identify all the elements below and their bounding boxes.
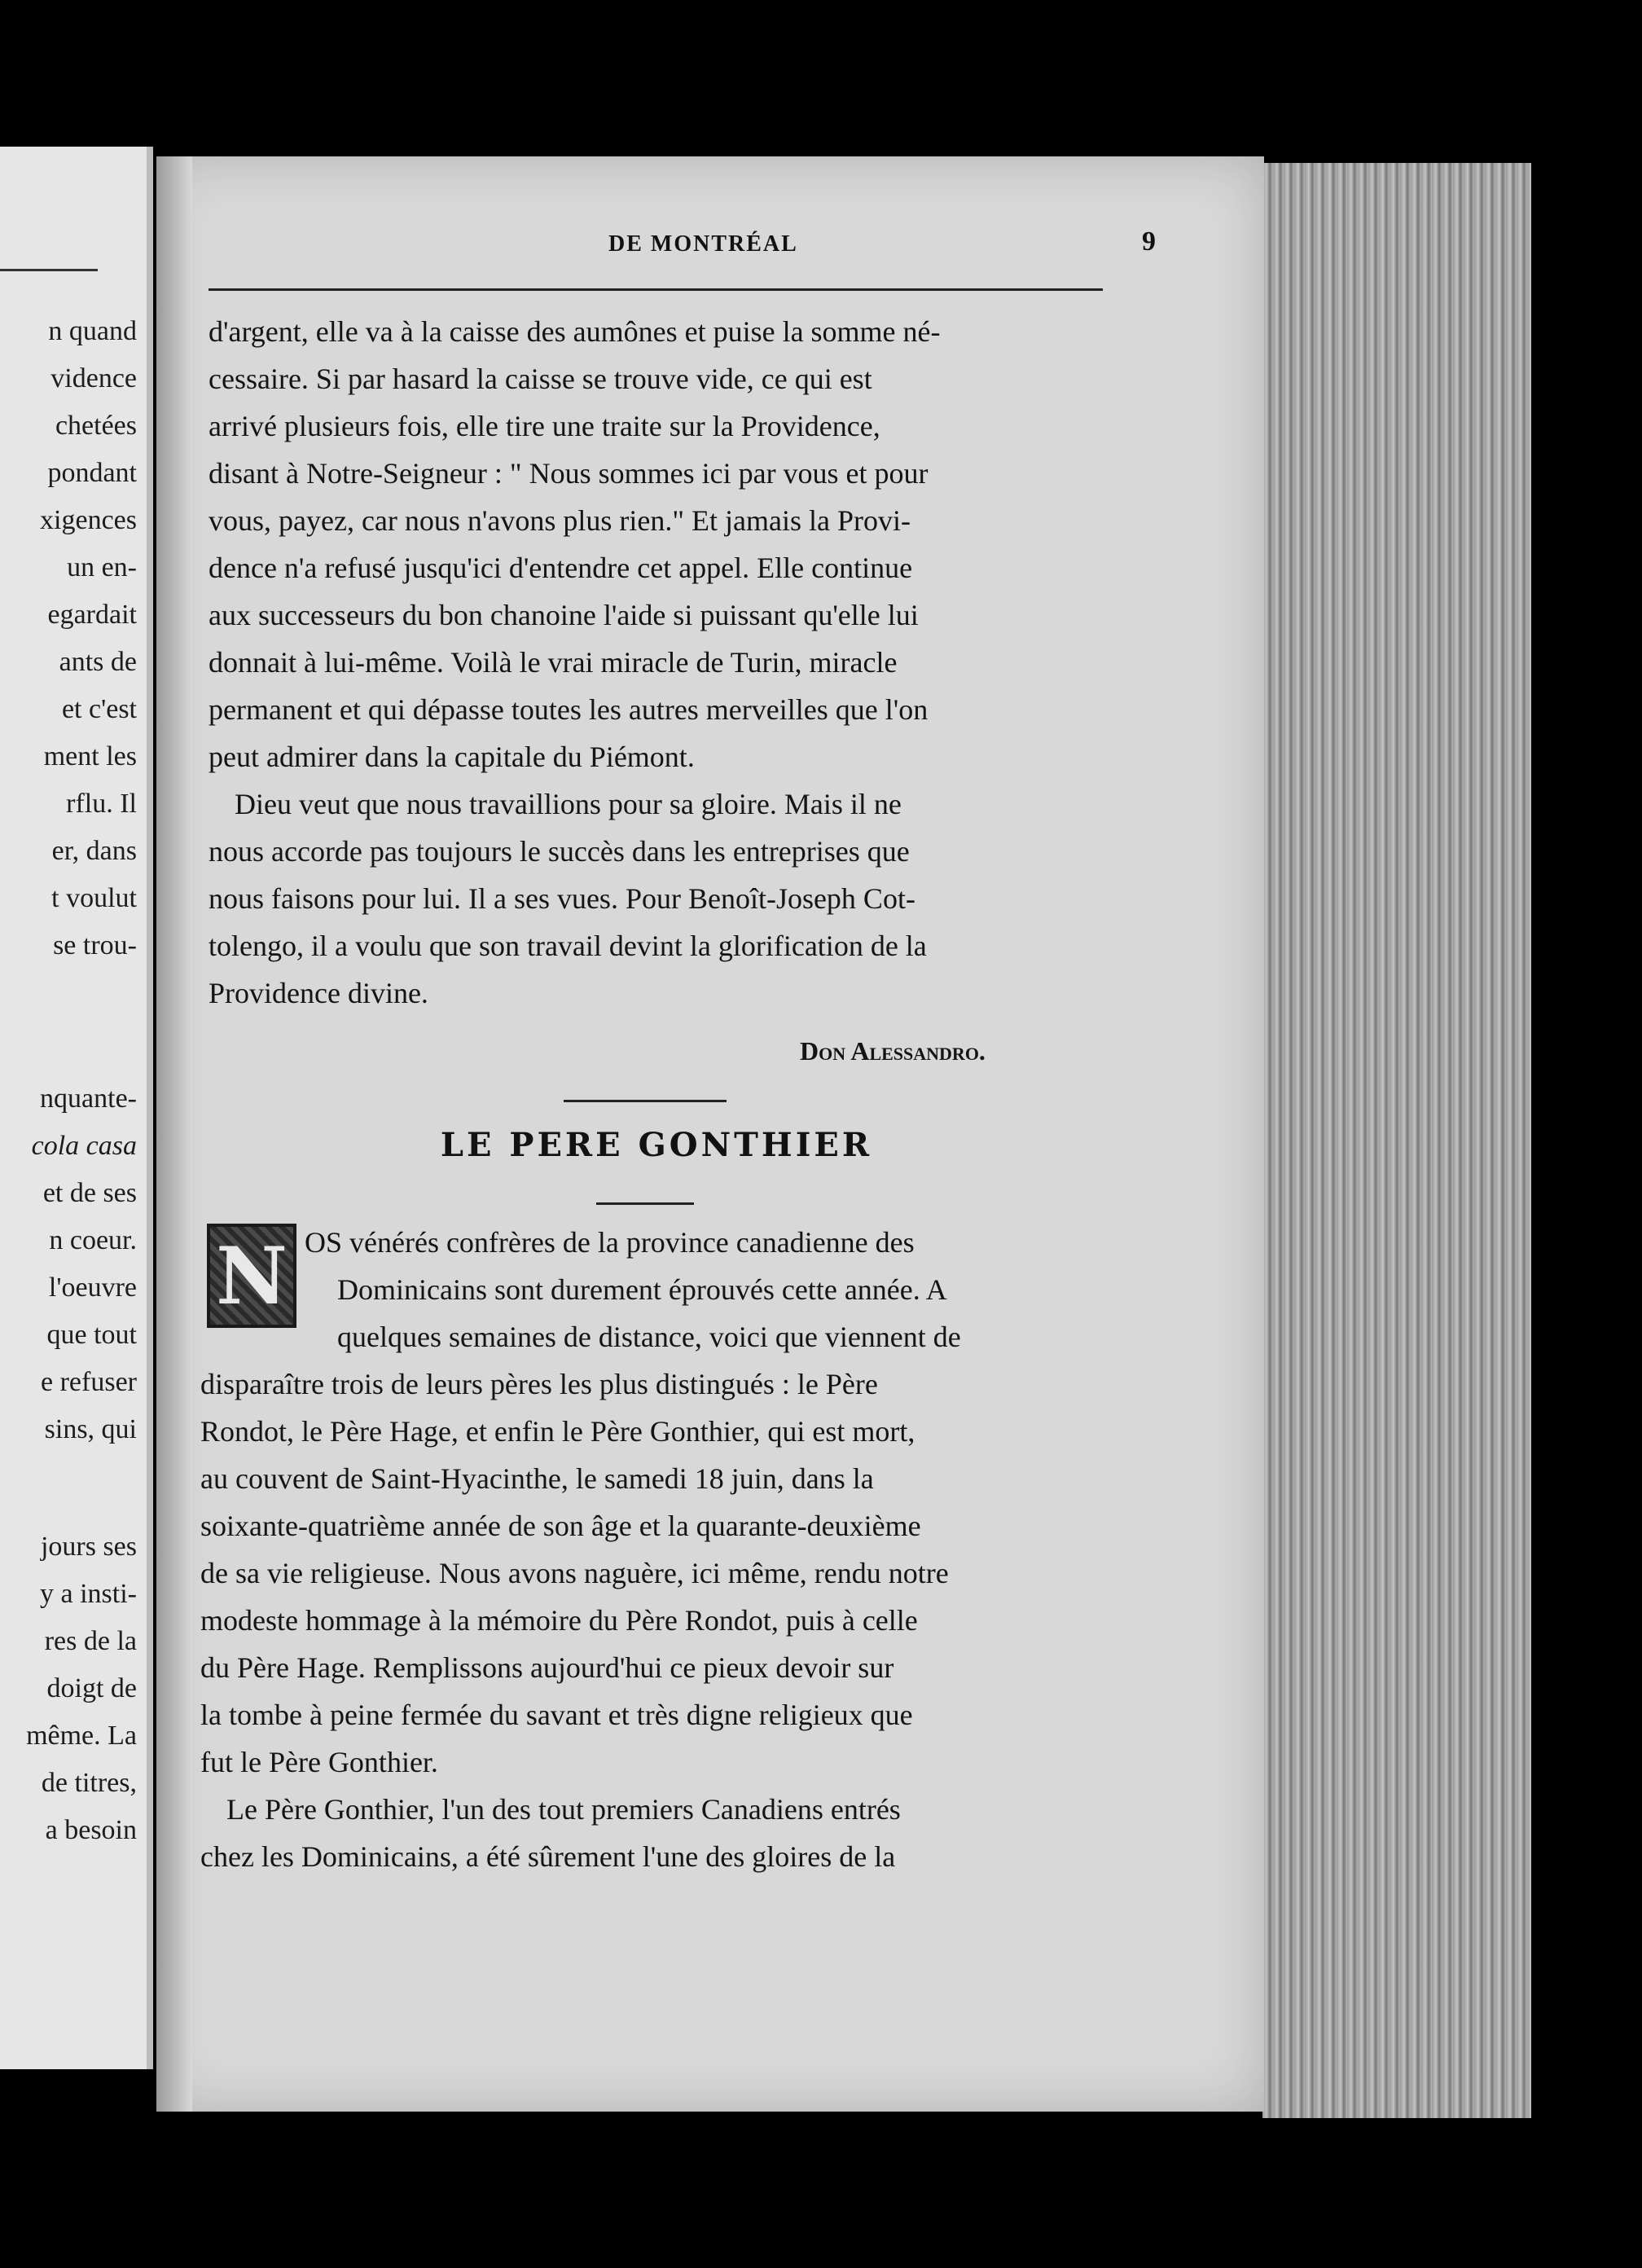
text-line: Dieu veut que nous travaillions pour sa gloire. Mais il ne bbox=[235, 788, 902, 820]
text-line: chez les Dominicains, a été sûrement l'une des gloires de la bbox=[200, 1840, 896, 1873]
text-line: Rondot, le Père Hage, et enfin le Père Gonthier, qui est mort, bbox=[200, 1415, 915, 1448]
left-page-line: n quand bbox=[48, 316, 137, 346]
text-line: modeste hommage à la mémoire du Père Rondot, puis à celle bbox=[200, 1604, 918, 1637]
header-rule bbox=[209, 288, 1103, 291]
left-page-line: jours ses bbox=[40, 1532, 137, 1562]
text-line: OS vénérés confrères de la province canadienne des bbox=[305, 1226, 915, 1259]
left-page-line: y a insti- bbox=[40, 1579, 137, 1609]
left-page-line: que tout bbox=[46, 1320, 137, 1350]
text-line: fut le Père Gonthier. bbox=[200, 1746, 438, 1778]
text-line: de sa vie religieuse. Nous avons naguère, ici même, rendu notre bbox=[200, 1557, 949, 1589]
left-page-fragment bbox=[0, 147, 153, 2069]
text-line: Le Père Gonthier, l'un des tout premiers Canadiens entrés bbox=[226, 1793, 901, 1826]
book-page-edges bbox=[1262, 163, 1531, 2118]
left-page-line: e refuser bbox=[41, 1367, 137, 1397]
text-line: arrivé plusieurs fois, elle tire une traite sur la Providence, bbox=[209, 410, 880, 442]
text-line: nous accorde pas toujours le succès dans les entreprises que bbox=[209, 835, 910, 868]
text-line: aux successeurs du bon chanoine l'aide si puissant qu'elle lui bbox=[209, 599, 919, 631]
author-signature: Don Alessandro. bbox=[800, 1036, 986, 1066]
text-line: disparaître trois de leurs pères les plus distingués : le Père bbox=[200, 1368, 878, 1400]
left-page-line: ment les bbox=[43, 741, 137, 771]
left-page-line: chetées bbox=[55, 411, 137, 441]
left-page-line: se trou- bbox=[53, 930, 137, 960]
text-line: peut admirer dans la capitale du Piémont. bbox=[209, 741, 695, 773]
left-page-line: de titres, bbox=[41, 1768, 137, 1798]
left-page-line: cola casa bbox=[31, 1131, 137, 1161]
left-page-line: pondant bbox=[47, 458, 137, 488]
book-page bbox=[156, 156, 1264, 2112]
text-line: nous faisons pour lui. Il a ses vues. Pour Benoît-Joseph Cot- bbox=[209, 882, 915, 915]
left-page-header-rule bbox=[0, 269, 98, 271]
left-page-line: et de ses bbox=[42, 1178, 137, 1208]
left-page-line: t voulut bbox=[51, 883, 137, 913]
section-separator bbox=[564, 1100, 727, 1102]
left-page-line: vidence bbox=[50, 363, 137, 393]
text-line: soixante-quatrième année de son âge et la quarante-deuxième bbox=[200, 1510, 921, 1542]
text-line: Providence divine. bbox=[209, 977, 428, 1009]
left-page-line: xigences bbox=[40, 505, 137, 535]
left-page-line: res de la bbox=[44, 1626, 137, 1656]
left-page-line: n coeur. bbox=[49, 1225, 137, 1255]
left-page-line: l'oeuvre bbox=[48, 1272, 137, 1303]
article-title: LE PERE GONTHIER bbox=[440, 1126, 873, 1164]
left-page-line: rflu. Il bbox=[66, 789, 137, 819]
drop-cap: N bbox=[207, 1224, 296, 1328]
text-line: permanent et qui dépasse toutes les autres merveilles que l'on bbox=[209, 693, 929, 726]
text-line: disant à Notre-Seigneur : " Nous sommes ici par vous et pour bbox=[209, 457, 929, 490]
left-page-line: ants de bbox=[59, 647, 137, 677]
page-gutter-shadow bbox=[156, 156, 192, 2112]
left-page-line: sins, qui bbox=[44, 1414, 137, 1444]
text-line: tolengo, il a voulu que son travail devint la glorification de la bbox=[209, 930, 927, 962]
left-page-line: un en- bbox=[67, 552, 137, 582]
text-line: du Père Hage. Remplissons aujourd'hui ce pieux devoir sur bbox=[200, 1651, 894, 1684]
left-page-line: doigt de bbox=[46, 1673, 137, 1703]
page-number: 9 bbox=[1142, 226, 1156, 257]
text-line: vous, payez, car nous n'avons plus rien." Et jamais la Provi- bbox=[209, 504, 911, 537]
left-page-line: et c'est bbox=[61, 694, 137, 724]
left-page-line: même. La bbox=[26, 1721, 137, 1751]
text-line: donnait à lui-même. Voilà le vrai miracle de Turin, miracle bbox=[209, 646, 898, 679]
left-page-line: a besoin bbox=[45, 1815, 137, 1845]
title-underline bbox=[596, 1202, 694, 1205]
text-line: cessaire. Si par hasard la caisse se trouve vide, ce qui est bbox=[209, 363, 872, 395]
text-line: la tombe à peine fermée du savant et très digne religieux que bbox=[200, 1699, 913, 1731]
left-page-line: egardait bbox=[47, 600, 137, 630]
text-line: au couvent de Saint-Hyacinthe, le samedi 18 juin, dans la bbox=[200, 1462, 874, 1495]
page-header bbox=[205, 226, 1264, 272]
text-line: Dominicains sont durement éprouvés cette année. A bbox=[337, 1273, 947, 1306]
running-head: DE MONTRÉAL bbox=[608, 231, 798, 257]
text-line: d'argent, elle va à la caisse des aumônes et puise la somme né- bbox=[209, 315, 941, 348]
text-line: quelques semaines de distance, voici que viennent de bbox=[337, 1321, 961, 1353]
text-line: dence n'a refusé jusqu'ici d'entendre cet appel. Elle continue bbox=[209, 552, 913, 584]
left-page-line: er, dans bbox=[51, 836, 137, 866]
left-page-line: nquante- bbox=[40, 1083, 137, 1114]
